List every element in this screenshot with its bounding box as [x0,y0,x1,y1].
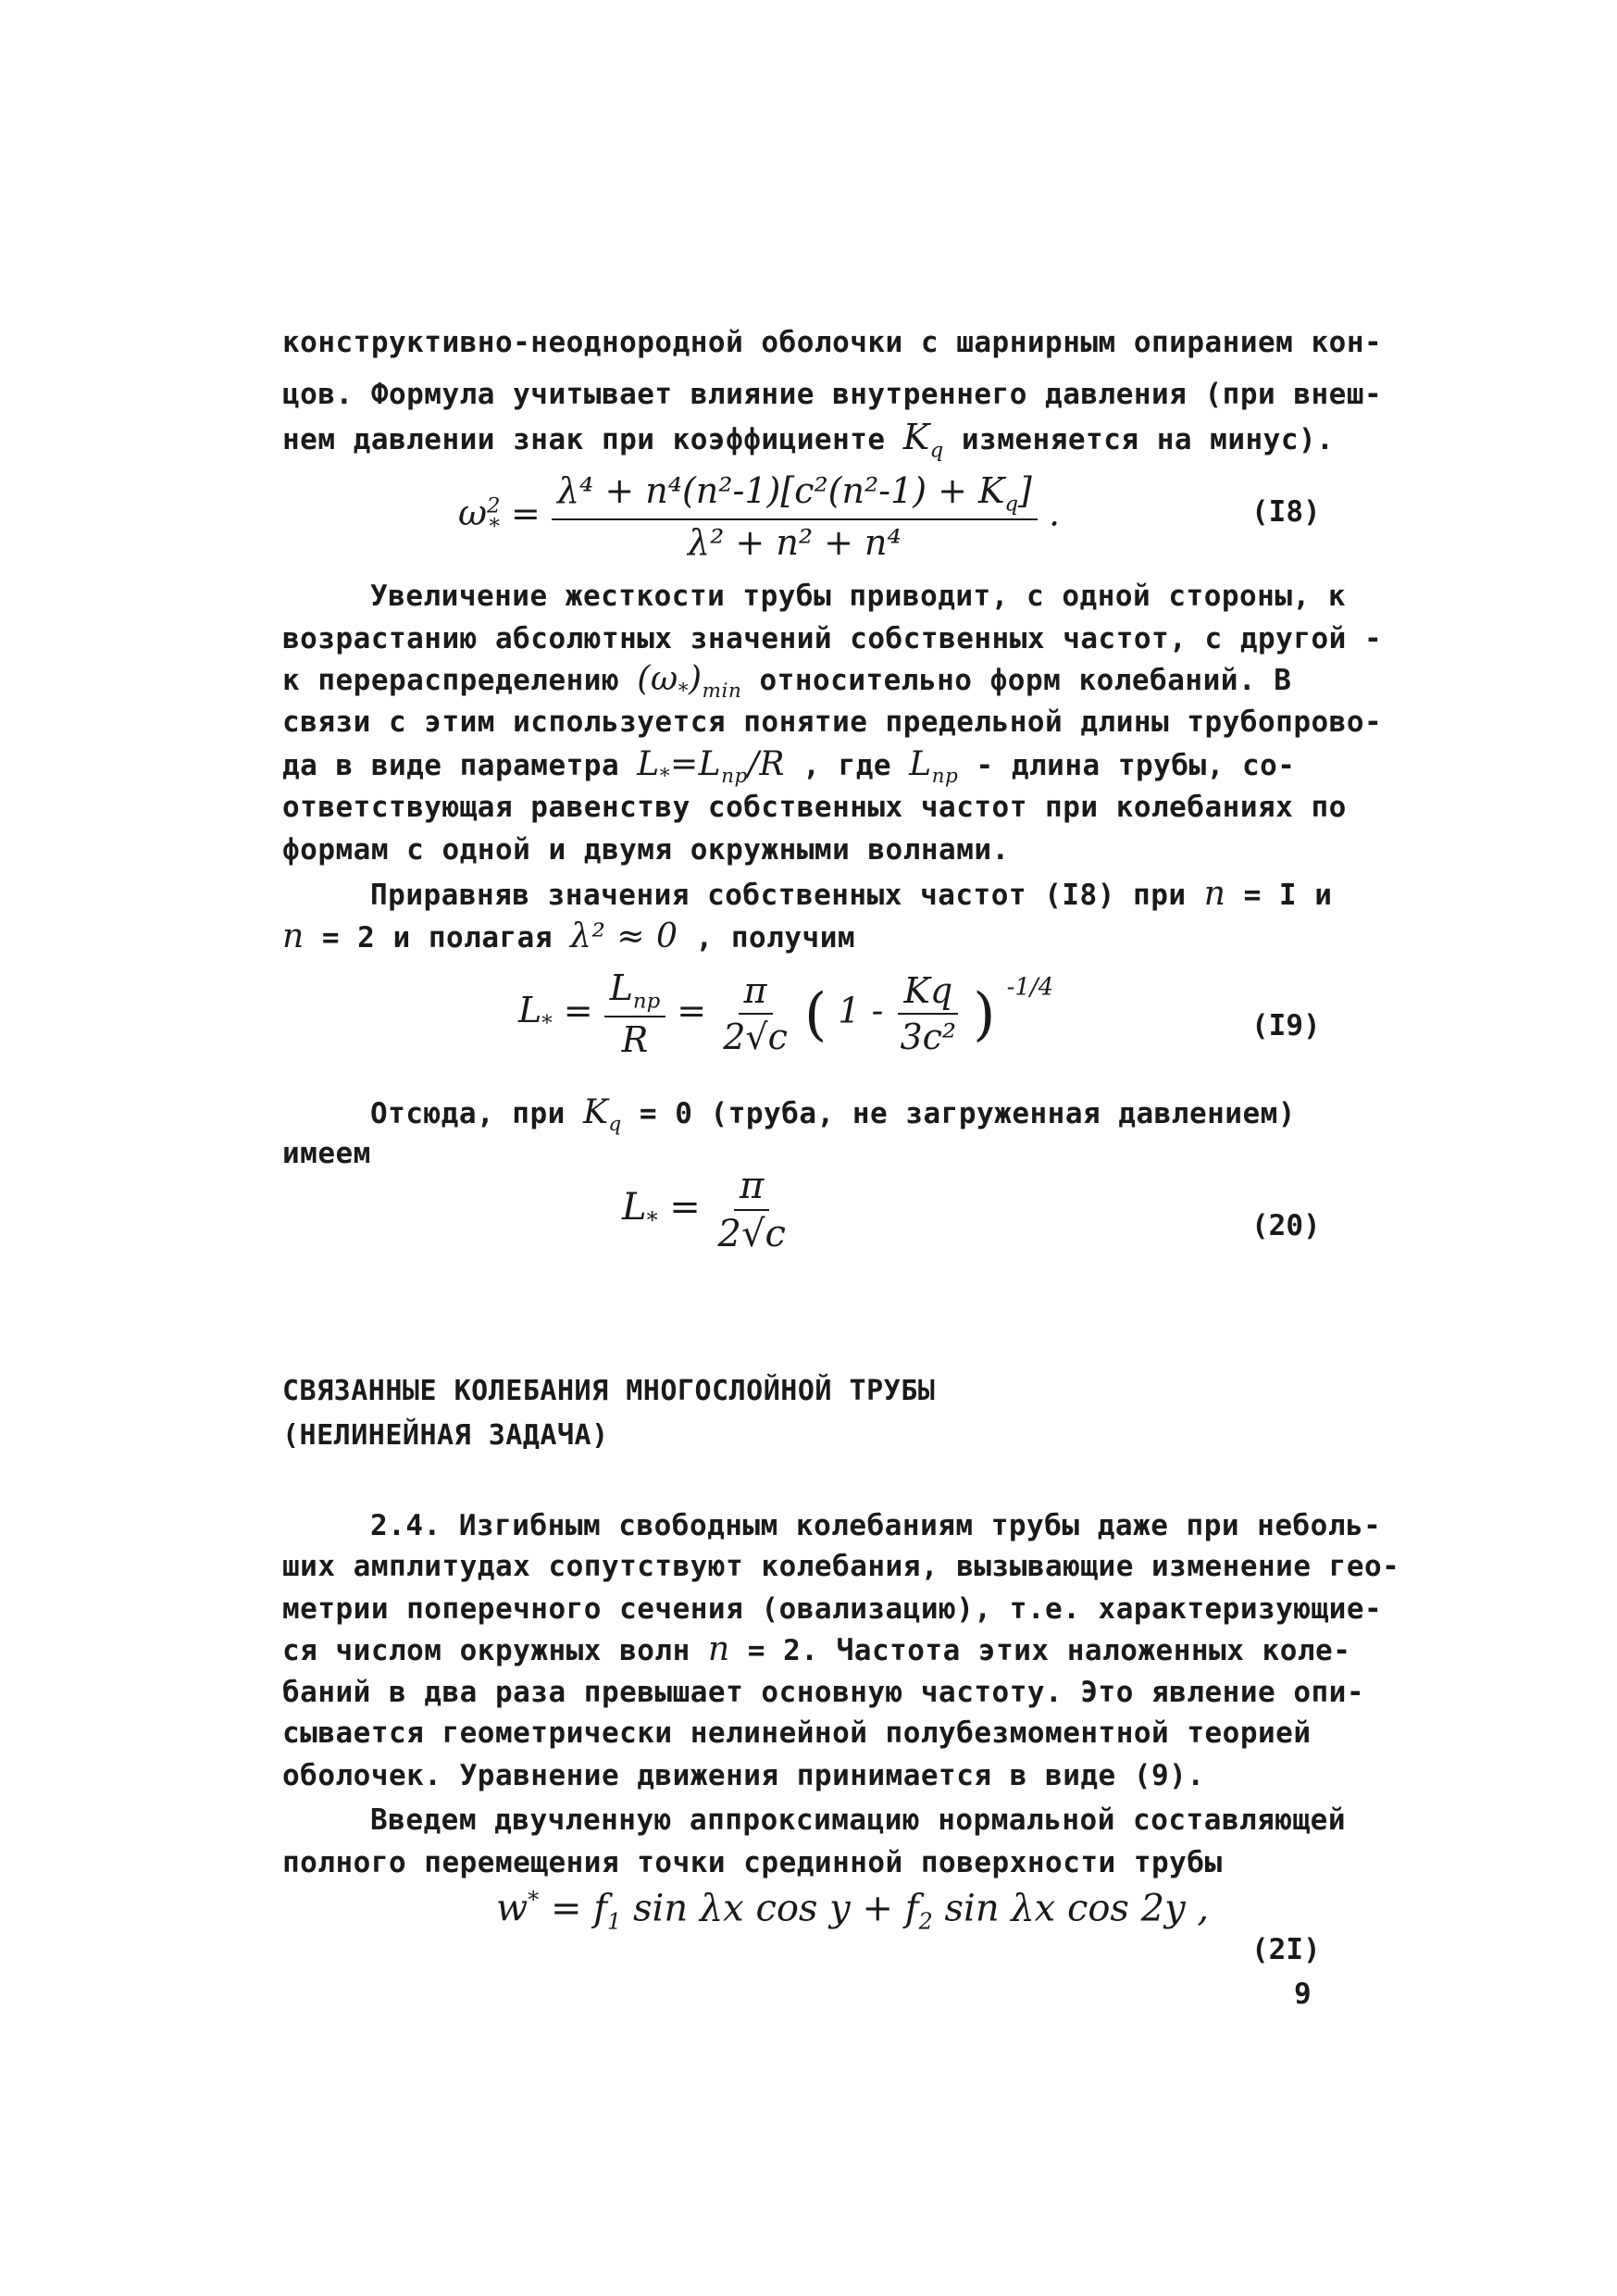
eq18-tail: . [1048,493,1061,534]
text-line: Увеличение жесткости трубы приводит, с одной стороны, к [370,580,1346,613]
symbol-n: n [707,1630,730,1668]
text-line: возрастанию абсолютных значений собственных частот, с другой - [282,622,1383,655]
text-line: цов. Формула учитывает влияние внутреннего давления (при внеш- [282,378,1383,411]
section-subheading: (НЕЛИНЕЙНАЯ ЗАДАЧА) [282,1419,609,1452]
text-line: полного перемещения точки срединной поверхности трубы [282,1846,1223,1879]
text-span: изменяется на минус). [961,423,1335,456]
eq19-lhs: $L_*$ [518,990,553,1036]
eq20-lhs: $L_*$ [622,1186,658,1233]
symbol-Kq: $K_q$ [902,417,944,463]
text-line: баний в два раза превышает основную частоту. Это явление опи- [282,1676,1364,1709]
symbol-Kq: $K_q$ [582,1093,622,1137]
symbol-L-star: $L_*=L_{пр}/R$ [637,745,786,789]
eq18-fraction [552,470,1038,563]
equation-number: (I9) [1251,1009,1321,1042]
text-line: да в виде параметра $L_*=L_{пр}/R$ , где $L_{пр}$ - длина трубы, со- [282,745,1296,789]
text-line: Введем двучленную аппроксимацию нормальной составляющей [370,1803,1346,1837]
equation-19: $L_*$ = $\frac{L_{пр}}{R}$ = $\frac{\pi}{2√c}$ ( 1 - $\frac{Kq}{\text{3c²}}$ ) $^{-1/4}$ [518,967,1054,1060]
text-line: ших амплитудах сопутствуют колебания, вызывающие изменение гео- [282,1550,1400,1583]
eq19-fraction-3: $\frac{Kq}{\text{3c²}}$ [894,970,962,1057]
eq18-denominator: λ² + n² + n⁴ [688,521,902,563]
symbol-L-pr: $L_{пр}$ [909,745,959,789]
text-line: формам с одной и двумя окружными волнами. [282,833,1010,867]
text-line: имеем [282,1137,371,1170]
text-line: к перераспределению $(\omega_*)_{min}$ относительно форм колебаний. В [282,660,1292,704]
page-number: 9 [1294,1978,1312,2011]
section-heading: СВЯЗАННЫЕ КОЛЕБАНИЯ МНОГОСЛОЙНОЙ ТРУБЫ [282,1375,936,1407]
eq19-fraction-1: $\frac{L_{пр}}{R}$ [604,967,666,1060]
text-line: ся числом окружных волн n = 2. Частота этих наложенных коле- [282,1630,1351,1668]
eq20-fraction: $\frac{\pi}{2√c}$ [717,1165,786,1255]
equation-20: $L_*$ = $\frac{\pi}{2√c}$ [622,1165,791,1255]
text-line: оболочек. Уравнение движения принимается в виде (9). [282,1759,1205,1792]
symbol-lambda-approx: λ² ≈ 0 [570,917,678,955]
eq18-numerator: $\lambda^4 + n^4(n^2-1)[c^2(n^2-1) + K_q]$ [552,470,1038,520]
symbol-n: n [1203,875,1226,913]
text-line [282,417,1335,471]
symbol-n: n [282,917,305,955]
eq19-fraction-2: $\frac{\pi}{2√c}$ [723,969,788,1057]
text-line: Приравняв значения собственных частот (I8) при n = I и [370,875,1333,913]
equation-number: (2I) [1251,1933,1321,1966]
text-line: конструктивно-неоднородной оболочки с шарнирным опиранием кон- [282,326,1383,359]
eq18-lhs: $\omega^2_*$ [458,493,501,539]
equation-18: $\omega^2_*$ = $\frac{\lambda^4 + n^4(n^2-1)[c^2(n^2-1) + K_q]}{\text{λ² + n² + n⁴}}$ . [458,470,1061,563]
symbol-omega-min: $(\omega_*)_{min}$ [637,660,742,704]
text-line: n = 2 и полагая λ² ≈ 0 , получим [282,917,856,955]
equation-21: $w^* = f_1$ sin λx $\cos y + f_2$ sin λx cos 2y , [496,1887,1210,1935]
text-line: сывается геометрически нелинейной полубезмоментной теорией [282,1716,1312,1750]
text-span: нем давлении знак при коэффициенте [282,423,886,456]
text-line: 2.4. Изгибным свободным колебаниям трубы даже при неболь- [370,1509,1382,1542]
text-line: метрии поперечного сечения (овализацию), т.е. характеризующие- [282,1592,1383,1626]
text-line: ответствующая равенству собственных частот при колебаниях по [282,791,1347,824]
text-line: Отсюда, при $K_q = 0$ (труба, не загруженная давлением) [370,1093,1296,1137]
text-line: связи с этим используется понятие предельной длины трубопрово- [282,705,1383,739]
eq19-exponent: -1/4 [1006,973,1054,1002]
equation-number: (I8) [1251,495,1321,529]
equation-number: (20) [1251,1209,1321,1242]
